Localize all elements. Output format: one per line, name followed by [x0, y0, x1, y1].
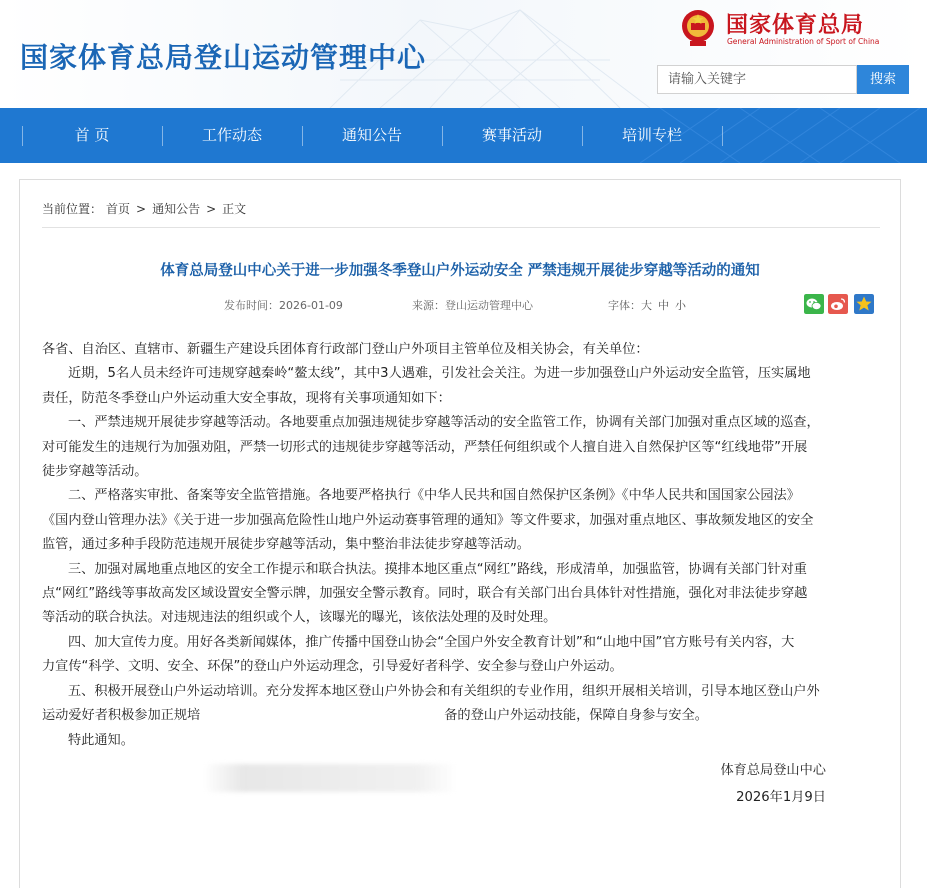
nav-item-work-news[interactable]: 工作动态 [201, 126, 262, 144]
breadcrumb-home[interactable]: 首页 [106, 202, 131, 216]
paragraph-line: 《国内登山管理办法》《关于进一步加强高危险性山地户外运动赛事管理的通知》等文件要求，加强对重点地区、事故频发地区的安全 [42, 512, 814, 528]
closing-line: 特此通知。 [68, 732, 134, 748]
article-body [42, 338, 882, 811]
site-title[interactable]: 国家体育总局登山运动管理中心 [20, 41, 427, 74]
breadcrumb-separator: > [206, 202, 217, 216]
paragraph-line: 责任，防范冬季登山户外运动重大安全事故，现将有关事项通知如下： [42, 390, 451, 406]
nav-item-notices[interactable]: 通知公告 [341, 126, 402, 144]
blurred-overlay [205, 764, 455, 792]
paragraph-line: 徒步穿越等活动。 [42, 464, 148, 480]
publish-date-value: 2026-01-09 [279, 299, 343, 312]
source-value: 登山运动管理中心 [445, 299, 533, 312]
paragraph-line: 等活动的联合执法。对违规违法的组织或个人，该曝光的曝光，该依法处理的及时处理。 [42, 610, 557, 626]
article-source [412, 297, 533, 313]
breadcrumb-notices[interactable]: 通知公告 [152, 202, 201, 216]
breadcrumb-prefix: 当前位置： [42, 202, 103, 216]
favorite-icon[interactable] [854, 294, 874, 314]
font-size-medium[interactable]: 中 [658, 299, 669, 312]
sign-date: 2026年1月9日 [736, 790, 826, 806]
paragraph-line: 二、严格落实审批、备案等安全监管措施。各地要严格执行《中华人民共和国自然保护区条例》《中华人民共和国国家公园法》 [68, 488, 800, 504]
font-size-small[interactable]: 小 [675, 299, 686, 312]
paragraph-fragment: 备的登山户外运动技能，保障自身参与安全。 [444, 708, 708, 724]
nav-item-home[interactable]: 首 页 [74, 126, 110, 144]
paragraph-line: 力宣传“科学、文明、安全、环保”的登山户外运动理念，引导爱好者科学、安全参与登山户外运动。 [42, 659, 623, 675]
breadcrumb-divider [42, 227, 880, 228]
paragraph-line: 三、加强对属地重点地区的安全工作提示和联合执法。摸排本地区重点“网红”路线，形成清单，加强监管，协调有关部门针对重 [68, 561, 807, 577]
font-size-control [608, 297, 686, 313]
font-size-label: 字体： [608, 299, 641, 312]
weibo-icon[interactable] [828, 294, 848, 314]
national-emblem-icon [680, 8, 716, 48]
paragraph-line: 四、加大宣传力度。用好各类新闻媒体，推广传播中国登山协会“全国户外安全教育计划”和“山地中国”官方账号有关内容，大 [68, 634, 795, 650]
paragraph-line: 一、严禁违规开展徒步穿越等活动。各地要重点加强违规徒步穿越等活动的安全监管工作，协调有关部门加强对重点区域的巡查， [68, 415, 820, 431]
salutation: 各省、自治区、直辖市、新疆生产建设兵团体育行政部门登山户外项目主管单位及相关协会，有关单位： [42, 342, 649, 357]
nav-item-events[interactable]: 赛事活动 [481, 126, 542, 144]
publish-date-label: 发布时间： [224, 299, 279, 312]
brand-name-en: General Administration of Sport of China [727, 37, 880, 46]
breadcrumb [42, 200, 246, 217]
signature: 体育总局登山中心 [720, 762, 826, 778]
breadcrumb-current: 正文 [222, 202, 247, 216]
article-title: 体育总局登山中心关于进一步加强冬季登山户外运动安全 严禁违规开展徒步穿越等活动的通知 [160, 263, 760, 279]
site-header [0, 0, 927, 108]
wechat-icon[interactable] [804, 294, 824, 314]
brand-logo[interactable] [680, 6, 920, 52]
nav-item-training[interactable]: 培训专栏 [621, 126, 682, 144]
paragraph-line [42, 704, 882, 728]
paragraph-line: 对可能发生的违规行为加强劝阻，严禁一切形式的违规徒步穿越等活动，严禁任何组织或个人擅自进入自然保护区等“红线地带”开展 [42, 439, 808, 455]
paragraph-line: 五、积极开展登山户外运动培训。充分发挥本地区登山户外协会和有关组织的专业作用，组织开展相关培训，引导本地区登山户外 [68, 683, 820, 699]
source-label: 来源： [412, 299, 445, 312]
paragraph-line: 点“网红”路线等事故高发区域设置安全警示牌，加强安全警示教育。同时，联合有关部门出台具体针对性措施，强化对非法徒步穿越 [42, 586, 808, 602]
paragraph-fragment: 运动爱好者积极参加正规培 [42, 708, 201, 724]
publish-date [224, 297, 343, 313]
paragraph-line: 监管，通过多种手段防范违规开展徒步穿越等活动，集中整治非法徒步穿越等活动。 [42, 537, 530, 553]
font-size-large[interactable]: 大 [641, 299, 652, 312]
nav-separator [722, 126, 723, 146]
breadcrumb-separator: > [136, 202, 147, 216]
main-nav [0, 108, 927, 163]
search-box [657, 65, 909, 94]
paragraph-line: 近期，5名人员未经许可违规穿越秦岭“鳌太线”，其中3人遇难，引发社会关注。为进一步加强登山户外运动安全监管，压实属地 [68, 366, 811, 382]
brand-name-cn: 国家体育总局 [726, 13, 865, 38]
search-button[interactable]: 搜索 [857, 65, 909, 94]
search-input[interactable] [657, 65, 857, 94]
